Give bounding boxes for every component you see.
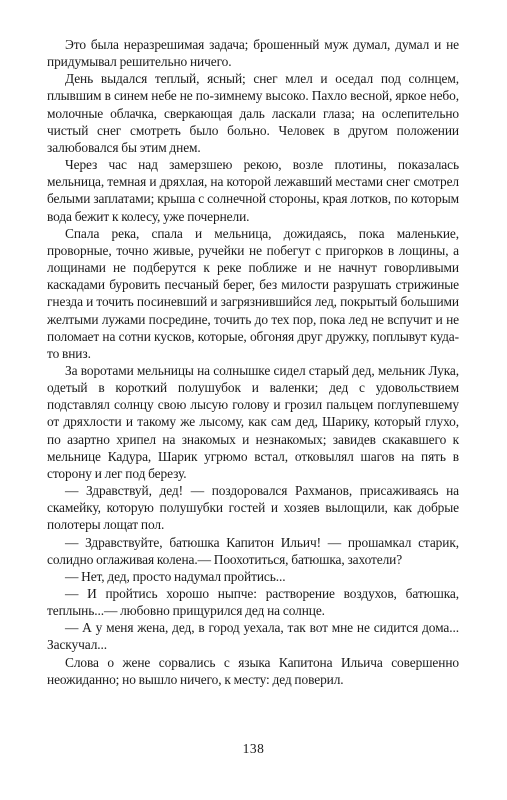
paragraph-3: Через час над замерзшею рекою, возле плотины, показалась мельница, темная и дряхлая, на которой лежавший местами снег смотрел белыми заплатами; крыша с солнечной стороны, края лотков, по которым вода бежит к колесу, уже почернели.	[47, 157, 459, 224]
paragraph-2: День выдался теплый, ясный; снег млел и оседал под солнцем, плывшим в синем небе не по-зимнему высоко. Пахло весной, яркое небо, молочные облачка, сверкающая даль ласкали глаза; на ослепительно чистый снег смотреть было больно. Человек в другом положении залюбовался бы этим днем.	[47, 71, 459, 155]
dialogue-line-3: — Нет, дед, просто надумал пройтись...	[65, 568, 286, 584]
dialogue-line-4: — И пройтись хорошо ныпче: растворение воздухов, батюшка, теплынь...— любовно прищурился дед на солнце.	[47, 586, 459, 619]
dialogue-line-5: — А у меня жена, дед, в город уехала, так вот мне не сидится дома... Заскучал...	[47, 620, 459, 653]
paragraph-5: За воротами мельницы на солнышке сидел старый дед, мельник Лука, одетый в короткий полушубок и валенки; дед с удовольствием подставлял солнцу свою лысую голову и грозил пальцем поглупевшему от дряхлости и такому же лысому, как сам дед, Шарику, который глухо, по азартно хрипел на знакомых и незнакомых; завидев скакавшего к мельнице Кадура, Шарик угрюмо встал, отковылял шагов на пять в сторону и лег под березу.	[47, 362, 459, 481]
page-text-block	[47, 36, 459, 688]
paragraph-4: Спала река, спала и мельница, дожидаясь, пока маленькие, проворные, точно живые, ручейки не побегут с пригорков в лощины, а лощинами не подберутся к реке поближе и не начнут говорливыми каскадами буровить песчаный берег, без милости разрушать стрижиные гнезда и точить посиневший и загрязнившийся лед, покрытый большими желтыми лужами посредине, точить до тех пор, пока лед не вспучит и не поломает на сотни кусков, которые, обгоняя друг дружку, поплывут куда-то вниз.	[47, 225, 459, 361]
dialogue-line-2: — Здравствуйте, батюшка Капитон Ильич! — прошамкал старик, солидно оглаживая колена.— Поохотиться, батюшка, захотели?	[47, 534, 459, 567]
paragraph-1: Это была неразрешимая задача; брошенный муж думал, думал и не придумывал решительно ничего.	[47, 37, 459, 70]
paragraph-final: Слова о жене сорвались с языка Капитона Ильича совершенно неожиданно; но вышло ничего, к месту: дед поверил.	[47, 654, 459, 687]
dialogue-line-1: — Здравствуй, дед! — поздоровался Рахманов, присаживаясь на скамейку, которую полушубки гостей и хозяев вылощили, как добрые полотеры лощат пол.	[47, 483, 459, 533]
page-number: 138	[242, 741, 265, 756]
